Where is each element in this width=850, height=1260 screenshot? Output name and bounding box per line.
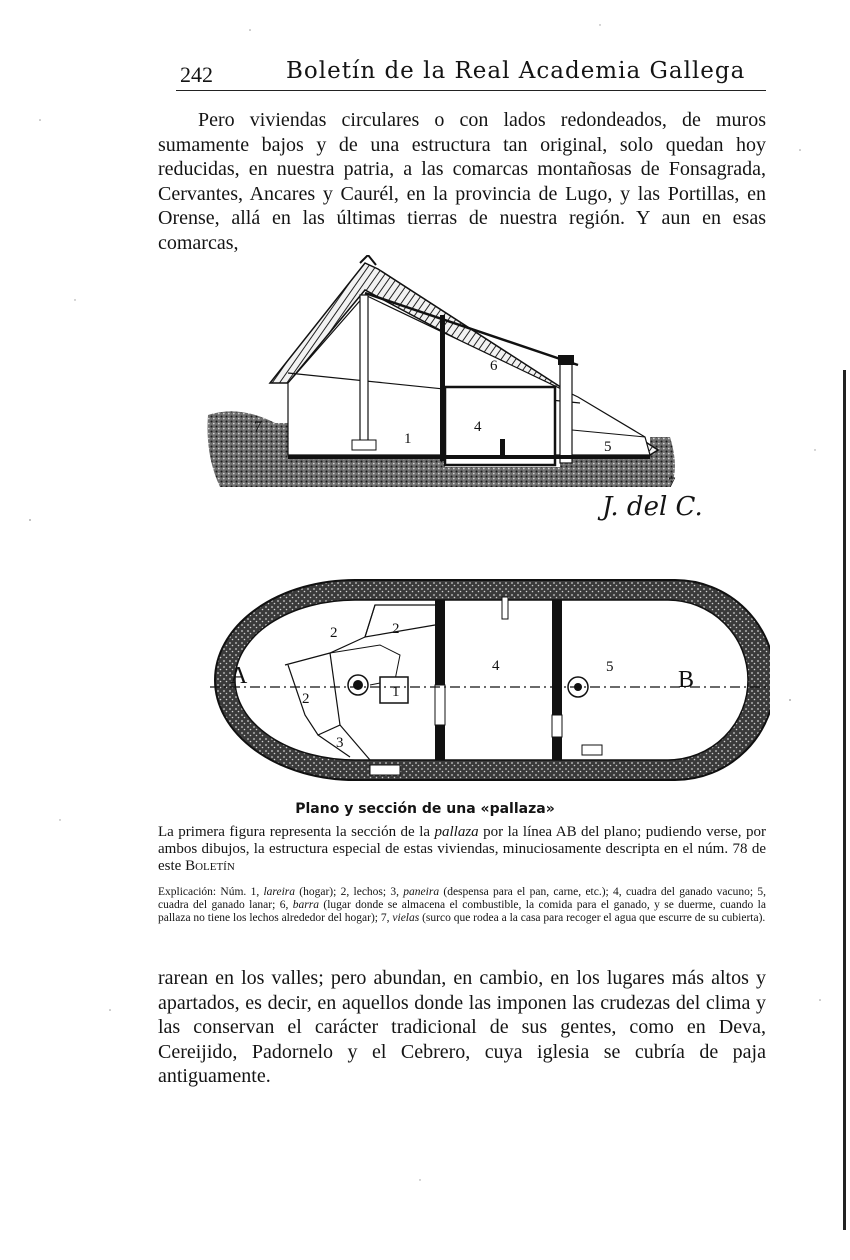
plan-label-4: 4 bbox=[492, 658, 500, 674]
expl-part-4: (lugar donde se almacena el combustible, la comida para el ganado, y se duerme, cuando la pallaza no tiene los lechos alrededor del hogar); 7, bbox=[158, 899, 766, 924]
expl-part-5: (surco que rodea a la casa para recoger el agua que escurre de su cubierta). bbox=[419, 912, 766, 924]
axis-label-b: B bbox=[678, 667, 695, 693]
section-drawing bbox=[200, 255, 700, 530]
plan-label-3: 3 bbox=[336, 735, 344, 751]
expl-barra: barra bbox=[292, 899, 319, 911]
paragraph-top-text: Pero viviendas circulares o con lados redondeados, de muros sumamente bajos y de una estructura tan original, solo quedan hoy reducidas, en nuestra patria, a las comarcas montañosas de Fonsagrada, Cervantes, Ancares y Caurél, en la provincia de Lugo, y las Portillas, en Orense, allá en las últimas tierras de nuestra región. Y aun en esas comarcas, bbox=[158, 109, 766, 254]
plan-drawing bbox=[210, 575, 770, 790]
section-label-1: 1 bbox=[404, 431, 412, 447]
caption-desc-boletin: Boletín bbox=[185, 858, 235, 874]
expl-part-2: (hogar); 2, lechos; 3, bbox=[295, 886, 404, 898]
expl-label: Explicación: bbox=[158, 886, 217, 898]
caption-desc-part-1: La primera figura representa la sección de la bbox=[158, 824, 435, 840]
plan-label-2-b: 2 bbox=[392, 621, 400, 637]
expl-part-3: (despensa para el pan, carne, etc.); 4, cuadra del ganado vacuno; 5, cuadra del ganado lanar; 6, bbox=[158, 886, 766, 911]
section-label-7-right: 7 bbox=[668, 475, 676, 491]
plan-label-2-a: 2 bbox=[330, 625, 338, 641]
section-label-7-left: 7 bbox=[254, 419, 262, 435]
page-header bbox=[176, 58, 766, 91]
running-title: Boletín de la Real Academia Gallega bbox=[286, 58, 746, 84]
plan-label-2-c: 2 bbox=[302, 691, 310, 707]
expl-part-1: Núm. 1, bbox=[216, 886, 264, 898]
caption-desc-part-2: por la línea AB del plano; pudiendo verse, por ambos dibujos, la estructura especial de estas viviendas, minuciosamente descripta en el núm. 78 de este bbox=[158, 824, 766, 874]
axis-label-a: A bbox=[230, 663, 248, 689]
expl-paneira: paneira bbox=[403, 886, 440, 898]
expl-lareira: lareira bbox=[263, 886, 296, 898]
caption-desc-pallaza: pallaza bbox=[434, 824, 479, 840]
plan-label-1: 1 bbox=[392, 684, 400, 700]
artist-signature: J. del C. bbox=[602, 492, 703, 522]
figure-caption-title: Plano y sección de una «pallaza» bbox=[295, 801, 555, 817]
paragraph-top bbox=[158, 108, 766, 255]
plan-label-5: 5 bbox=[606, 659, 614, 675]
expl-vielas: vielas bbox=[392, 912, 420, 924]
section-label-5: 5 bbox=[604, 439, 612, 455]
figure-caption-explanation bbox=[158, 886, 766, 925]
interior bbox=[288, 293, 650, 465]
section-label-4: 4 bbox=[474, 419, 482, 435]
paragraph-bottom-text: rarean en los valles; pero abundan, en cambio, en los lugares más altos y apartados, es decir, en aquellos donde las imponen las crudezas del clima y las conservan el carácter tradicional de sus gentes, como en Deva, Cereijido, Padornelo y el Cebrero, cuya iglesia se cubría de paja antiguamente. bbox=[158, 967, 766, 1087]
section-label-6: 6 bbox=[490, 358, 498, 374]
figure-caption-description bbox=[158, 824, 766, 875]
page-number: 242 bbox=[180, 62, 213, 87]
paragraph-bottom bbox=[158, 966, 766, 1089]
